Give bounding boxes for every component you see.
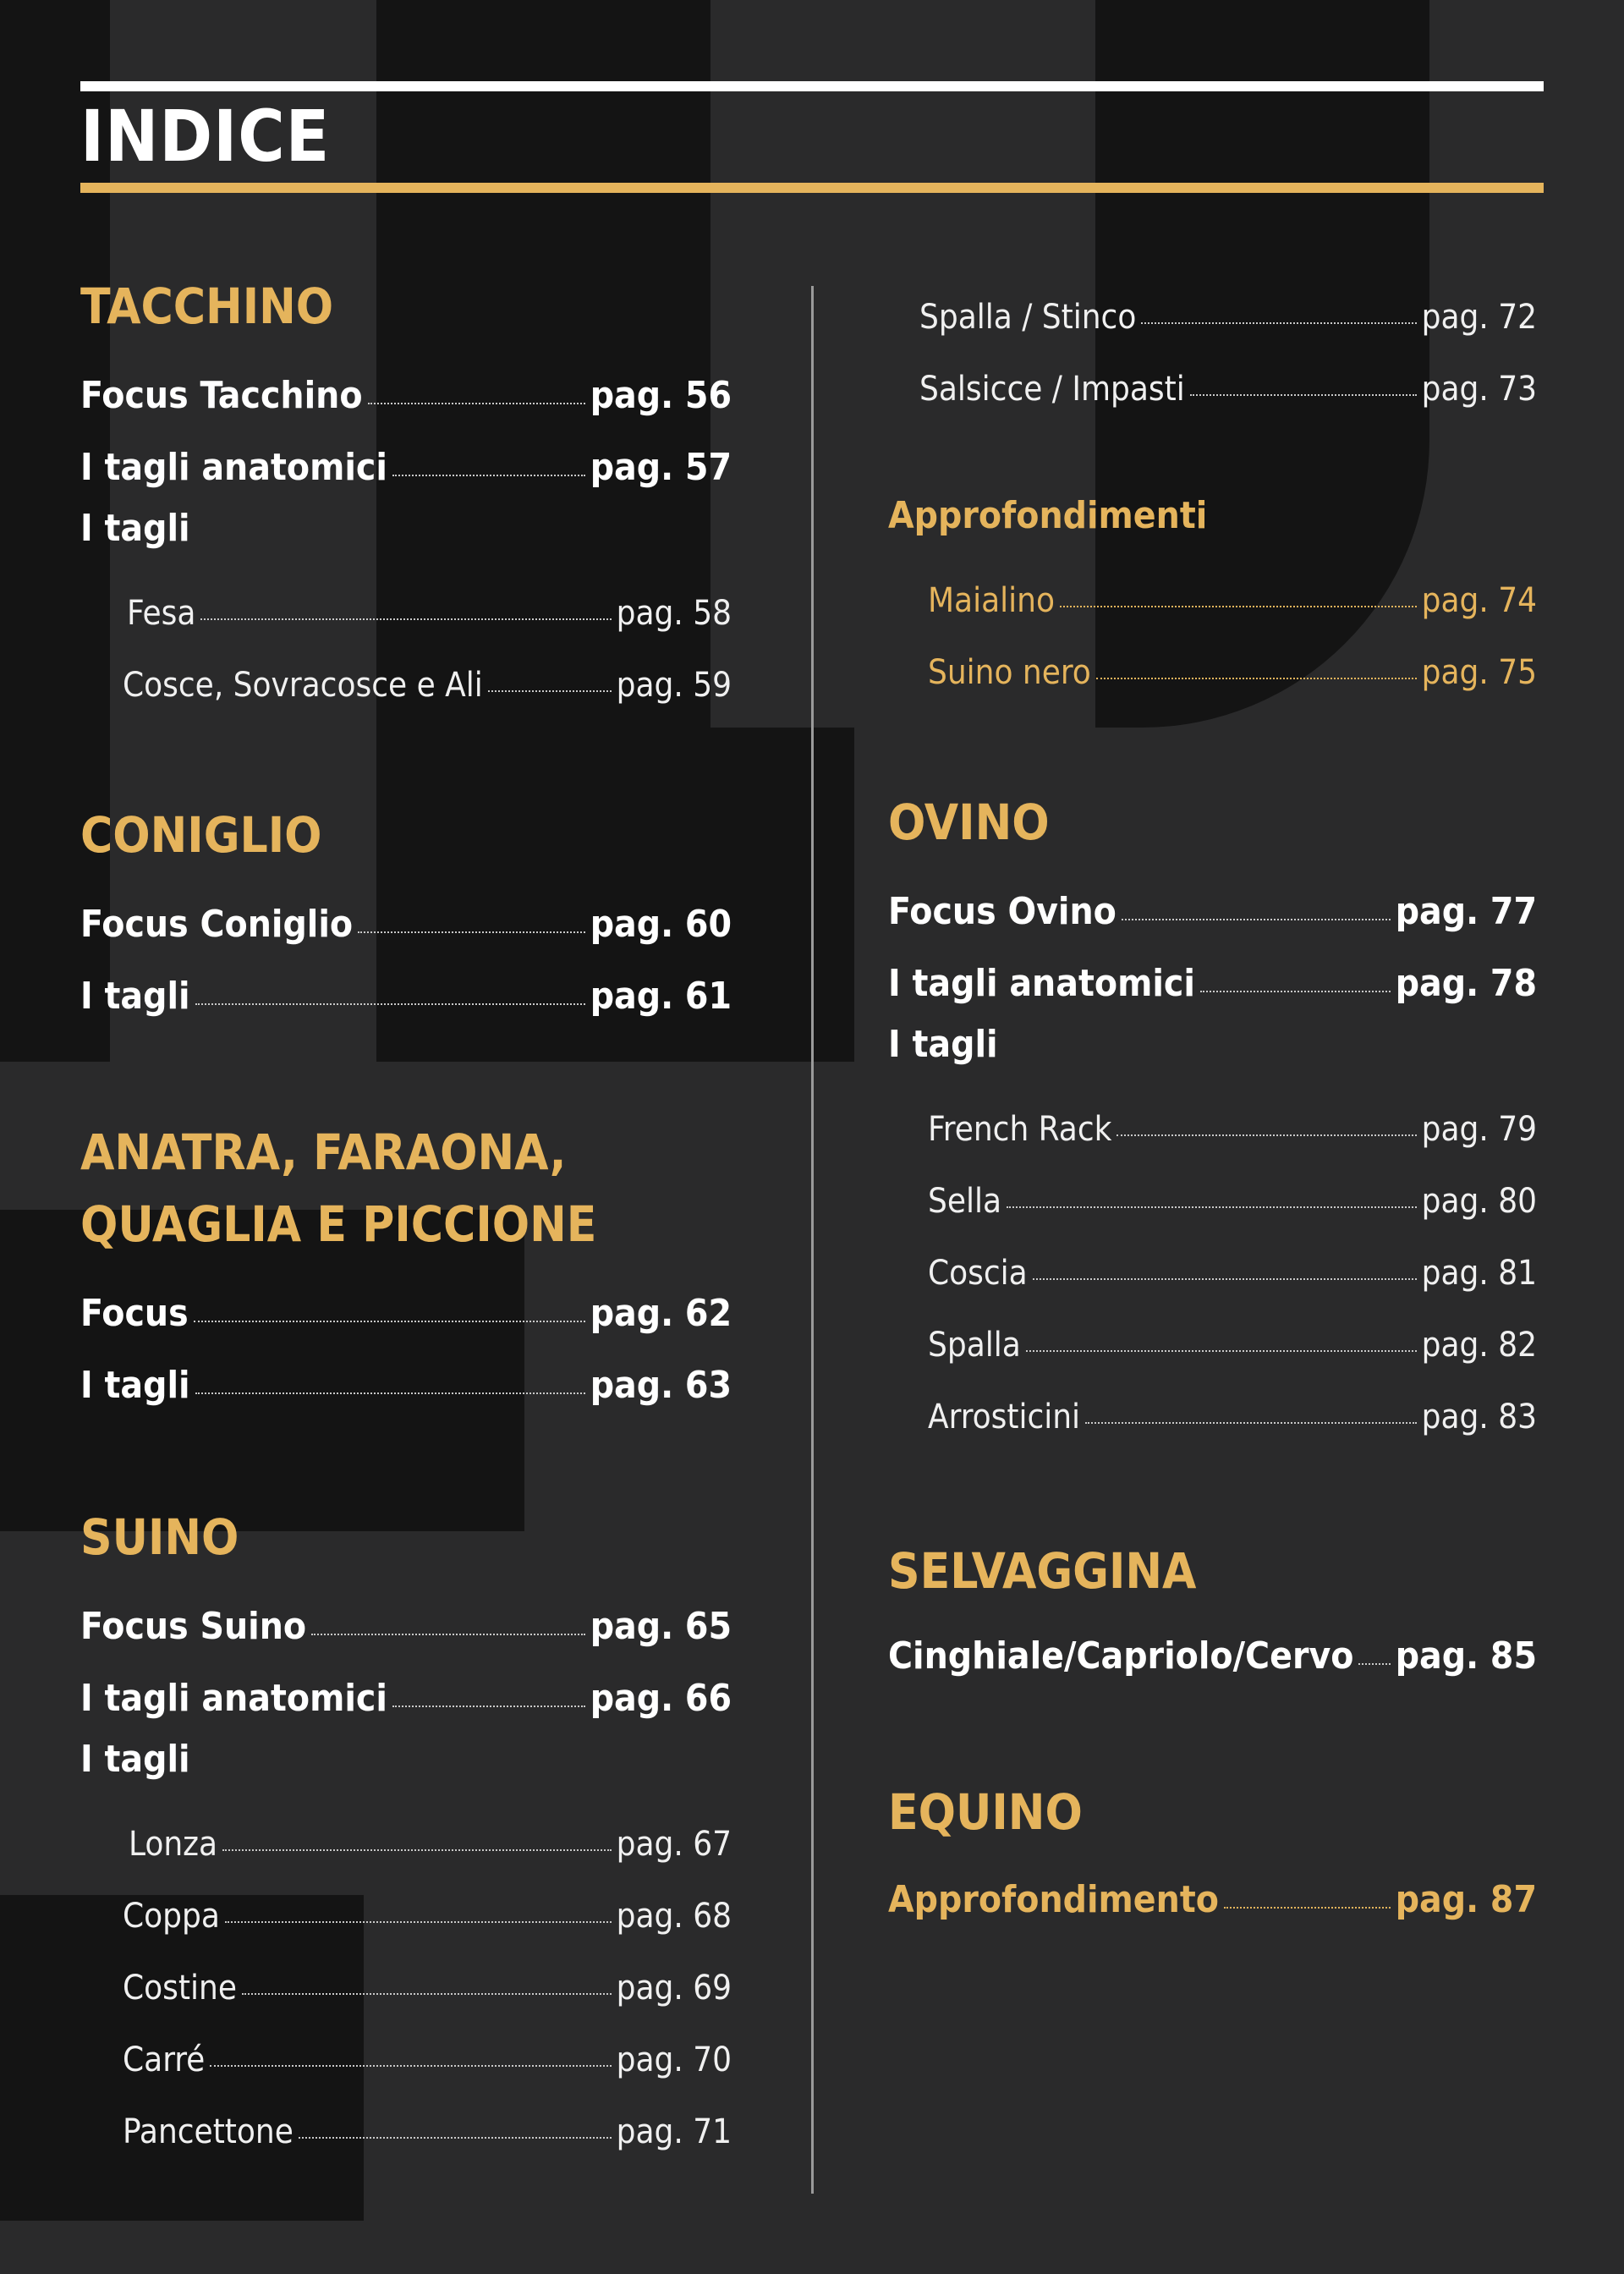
leader-dots <box>392 475 585 476</box>
entry-page: pag. 60 <box>590 903 732 946</box>
entry-page: pag. 66 <box>590 1677 732 1720</box>
toc-entry[interactable] <box>928 1231 1537 1293</box>
leader-dots <box>195 1392 585 1394</box>
entry-label: Carré <box>123 2041 206 2079</box>
toc-entry[interactable] <box>888 871 1537 931</box>
toc-entry[interactable] <box>928 558 1537 618</box>
leader-dots <box>1122 919 1391 920</box>
title-rule <box>80 183 1544 193</box>
entry-page: pag. 75 <box>1421 653 1537 692</box>
toc-entry[interactable] <box>888 1859 1537 1919</box>
entry-label: Cosce, Sovracosce e Ali <box>123 666 483 705</box>
section-heading-suino: SUINO <box>80 1508 239 1566</box>
entry-page: pag. 78 <box>1395 962 1537 1005</box>
section-heading-equino: EQUINO <box>888 1783 1083 1841</box>
leader-dots <box>1200 991 1391 992</box>
toc-entry[interactable] <box>888 943 1537 1005</box>
leader-dots <box>368 403 585 404</box>
entry-page: pag. 87 <box>1395 1878 1537 1921</box>
leader-dots <box>200 618 611 620</box>
entry-page: pag. 58 <box>616 594 732 633</box>
entry-label: Focus Ovino <box>888 890 1116 933</box>
toc-entry[interactable] <box>123 643 732 705</box>
leader-dots <box>210 2065 611 2067</box>
entry-label: Suino nero <box>928 653 1091 692</box>
section-heading-anatra-line2: QUAGLIA E PICCIONE <box>80 1195 597 1253</box>
subheading-tagli: I tagli <box>80 1738 190 1781</box>
leader-dots <box>1224 1907 1391 1909</box>
entry-label: French Rack <box>928 1110 1112 1149</box>
toc-entry[interactable] <box>123 2018 732 2077</box>
section-heading-ovino: OVINO <box>888 794 1050 851</box>
entry-label: I tagli <box>80 975 190 1018</box>
entry-label: Spalla <box>928 1326 1021 1365</box>
leader-dots <box>1141 322 1416 324</box>
toc-entry[interactable] <box>129 1802 732 1864</box>
entry-label: Costine <box>123 1969 237 2008</box>
entry-label: Maialino <box>928 581 1055 620</box>
leader-dots <box>242 1993 612 1995</box>
toc-entry[interactable] <box>123 1946 732 2008</box>
top-rule <box>80 81 1544 91</box>
leader-dots <box>1033 1278 1417 1280</box>
entry-page: pag. 57 <box>590 446 732 489</box>
toc-entry[interactable] <box>80 427 732 489</box>
entry-page: pag. 62 <box>590 1292 732 1335</box>
entry-label: Lonza <box>129 1825 218 1864</box>
entry-label: Focus Coniglio <box>80 903 354 946</box>
entry-page: pag. 72 <box>1421 298 1537 337</box>
leader-dots <box>1007 1206 1417 1208</box>
entry-label: Sella <box>928 1182 1002 1221</box>
leader-dots <box>1085 1422 1417 1424</box>
entry-label: I tagli <box>80 1364 190 1407</box>
leader-dots <box>1190 394 1417 396</box>
subheading-tagli: I tagli <box>888 1023 998 1066</box>
entry-label: I tagli anatomici <box>888 962 1195 1005</box>
leader-dots <box>488 690 612 692</box>
entry-page: pag. 65 <box>590 1605 732 1648</box>
leader-dots <box>222 1849 612 1851</box>
entry-label: Approfondimento <box>888 1878 1219 1921</box>
entry-page: pag. 67 <box>616 1825 732 1864</box>
leader-dots <box>195 1003 585 1005</box>
leader-dots <box>1116 1134 1416 1136</box>
leader-dots <box>1096 678 1417 679</box>
leader-dots <box>358 931 585 933</box>
entry-page: pag. 74 <box>1421 581 1537 620</box>
entry-label: Focus Tacchino <box>80 374 363 417</box>
page-title: INDICE <box>80 95 331 178</box>
leader-dots <box>392 1706 585 1707</box>
toc-entry[interactable] <box>919 275 1537 337</box>
entry-page: pag. 70 <box>616 2041 732 2079</box>
entry-label: I tagli anatomici <box>80 1677 387 1720</box>
toc-entry[interactable] <box>80 1586 732 1648</box>
entry-label: Fesa <box>127 594 196 633</box>
entry-label: Pancettone <box>123 2112 294 2151</box>
entry-page: pag. 59 <box>616 666 732 705</box>
entry-page: pag. 68 <box>616 1897 732 1936</box>
toc-entry[interactable] <box>928 1303 1537 1365</box>
leader-dots <box>299 2137 612 2139</box>
toc-entry[interactable] <box>919 347 1537 409</box>
column-divider <box>811 286 814 2194</box>
toc-entry[interactable] <box>928 1375 1537 1434</box>
toc-entry[interactable] <box>80 956 732 1018</box>
section-heading-coniglio: CONIGLIO <box>80 806 322 864</box>
entry-page: pag. 80 <box>1421 1182 1537 1221</box>
toc-entry[interactable] <box>80 1345 732 1407</box>
entry-page: pag. 83 <box>1421 1398 1537 1436</box>
toc-entry[interactable] <box>928 1159 1537 1221</box>
toc-entry[interactable] <box>928 1087 1537 1149</box>
entry-page: pag. 81 <box>1421 1254 1537 1293</box>
entry-label: I tagli anatomici <box>80 446 387 489</box>
toc-entry[interactable] <box>928 630 1537 692</box>
entry-page: pag. 82 <box>1421 1326 1537 1365</box>
entry-label: Cinghiale/Capriolo/Cervo <box>888 1634 1354 1678</box>
entry-page: pag. 61 <box>590 975 732 1018</box>
toc-entry[interactable] <box>127 571 732 633</box>
toc-entry[interactable] <box>80 884 732 946</box>
toc-entry[interactable] <box>123 2090 732 2149</box>
entry-page: pag. 71 <box>616 2112 732 2151</box>
entry-page: pag. 56 <box>590 374 732 417</box>
section-heading-tacchino: TACCHINO <box>80 277 334 335</box>
leader-dots <box>311 1634 585 1635</box>
entry-label: Coscia <box>928 1254 1028 1293</box>
entry-label: Arrosticini <box>928 1398 1081 1436</box>
leader-dots <box>1358 1663 1390 1665</box>
entry-label: Focus Suino <box>80 1605 307 1648</box>
leader-dots <box>1060 606 1417 607</box>
entry-page: pag. 63 <box>590 1364 732 1407</box>
leader-dots <box>1026 1350 1417 1352</box>
section-heading-anatra: ANATRA, FARAONA, <box>80 1123 567 1181</box>
entry-page: pag. 85 <box>1395 1634 1537 1678</box>
toc-entry[interactable] <box>80 1658 732 1720</box>
leader-dots <box>225 1921 612 1923</box>
entry-page: pag. 69 <box>616 1969 732 2008</box>
section-heading-selvaggina: SELVAGGINA <box>888 1542 1197 1600</box>
entry-label: Focus <box>80 1292 189 1335</box>
toc-entry[interactable] <box>123 1874 732 1936</box>
toc-entry[interactable] <box>80 355 732 415</box>
entry-label: Spalla / Stinco <box>919 298 1137 337</box>
toc-entry[interactable] <box>888 1616 1537 1678</box>
entry-page: pag. 79 <box>1421 1110 1537 1149</box>
entry-page: pag. 73 <box>1421 370 1537 409</box>
entry-page: pag. 77 <box>1395 890 1537 933</box>
subheading-tagli: I tagli <box>80 507 190 550</box>
leader-dots <box>194 1321 585 1322</box>
subheading-approfondimenti: Approfondimenti <box>888 494 1208 537</box>
entry-label: Coppa <box>123 1897 220 1936</box>
toc-entry[interactable] <box>80 1273 732 1335</box>
entry-label: Salsicce / Impasti <box>919 370 1185 409</box>
